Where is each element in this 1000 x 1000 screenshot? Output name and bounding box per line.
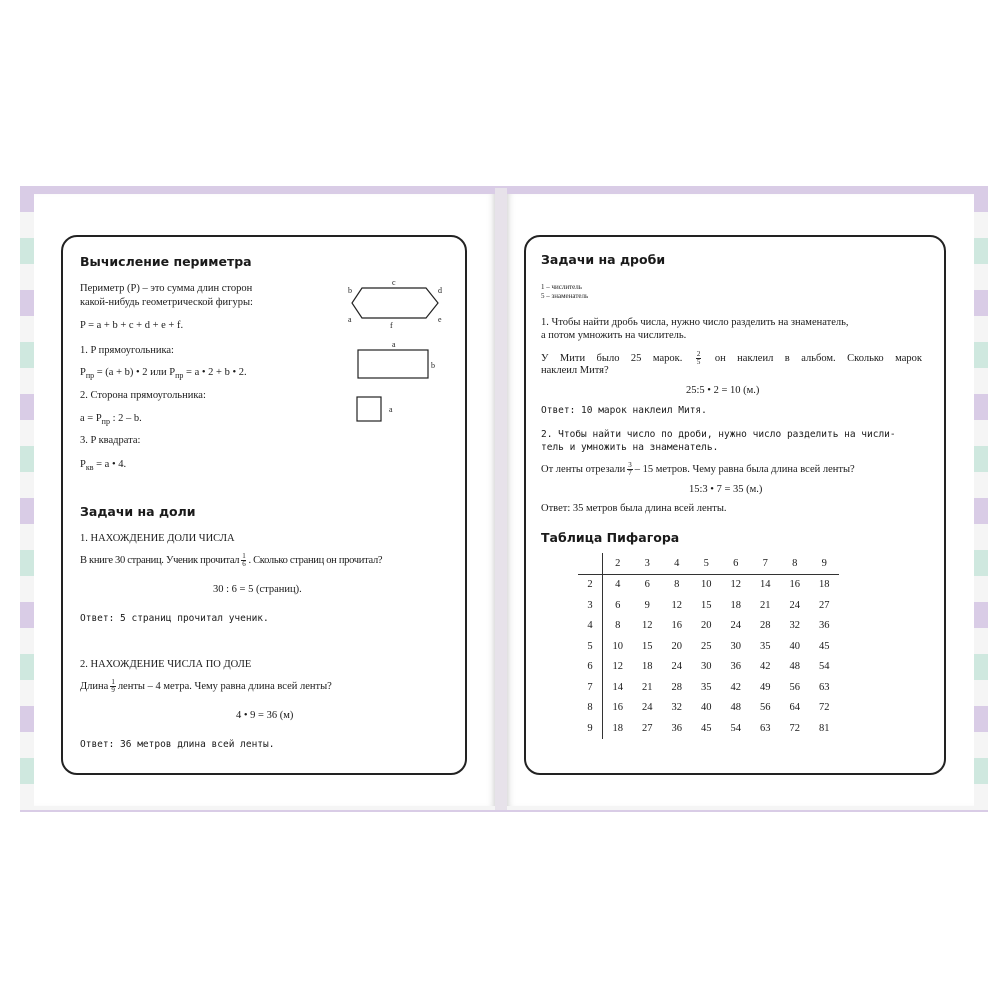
table-cell: 72 [819, 702, 830, 714]
hex-label-a: a [348, 315, 352, 324]
table-row [578, 636, 839, 657]
table-cell: 12 [730, 579, 741, 591]
table-cell: 27 [642, 722, 653, 734]
table-cell: 40 [701, 702, 712, 714]
table-row-header-cell: 5 [578, 636, 603, 657]
table-cell: 10 [701, 579, 712, 591]
table-cell: 24 [671, 661, 682, 673]
table-cell: 49 [760, 681, 771, 693]
table-cell: 14 [612, 681, 623, 693]
table-header-cell: 5 [692, 553, 722, 574]
table-cell: 40 [789, 640, 800, 652]
table-cell: 12 [671, 599, 682, 611]
table-cell: 54 [819, 661, 830, 673]
rect-label-b: b [431, 361, 435, 370]
table-cell: 56 [760, 702, 771, 714]
table-header-cell: 7 [751, 553, 781, 574]
pythagoras-title: Таблица Пифагора [541, 530, 680, 545]
shares-subtitle-1: 1. НАХОЖДЕНИЕ ДОЛИ ЧИСЛА [80, 533, 235, 544]
table-row-header-cell: 9 [578, 718, 603, 739]
shares-task-2: Длина $\frac{1}{9}$ ленты – 4 метра. Чему равна длина всей ленты? [80, 678, 332, 694]
fractions-task-2: От ленты отрезали $\frac{3}{7}$ – 15 метров. Чему равна была длина всей ленты? [541, 461, 855, 477]
table-cell: 15 [642, 640, 653, 652]
table-cell: 27 [819, 599, 830, 611]
shares-title: Задачи на доли [80, 504, 196, 519]
shares-subtitle-2: 2. НАХОЖДЕНИЕ ЧИСЛА ПО ДОЛЕ [80, 659, 252, 670]
notebook-spine [495, 188, 507, 810]
table-cell: 18 [612, 722, 623, 734]
table-cell: 35 [760, 640, 771, 652]
table-cell: 36 [819, 620, 830, 632]
perimeter-figures [340, 276, 450, 436]
table-cell: 42 [760, 661, 771, 673]
fractions-rule-2-line1: 2. Чтобы найти число по дроби, нужно число разделить на числи- [541, 429, 896, 440]
table-cell: 18 [730, 599, 741, 611]
rect-label-a: a [392, 340, 396, 349]
table-row-header-cell: 7 [578, 677, 603, 698]
table-cell: 32 [789, 620, 800, 632]
table-cell: 10 [612, 640, 623, 652]
table-cell: 30 [730, 640, 741, 652]
table-cell: 45 [701, 722, 712, 734]
table-cell: 64 [789, 702, 800, 714]
shares-calc-1: 30 : 6 = 5 (страниц). [213, 584, 302, 595]
perimeter-item-square: 3. P квадрата: [80, 435, 141, 446]
table-cell: 14 [760, 579, 771, 591]
table-cell: 56 [789, 681, 800, 693]
table-header-cell: 3 [633, 553, 663, 574]
table-cell: 36 [730, 661, 741, 673]
table-cell: 16 [789, 579, 800, 591]
hexagon-shape [352, 288, 438, 318]
table-cell: 30 [701, 661, 712, 673]
fractions-task-1-line1: У Мити было 25 марок. $\frac{2}{5}$ он наклеил в альбом. Сколько марок [541, 350, 922, 366]
hex-label-c: c [392, 278, 396, 287]
fractions-answer-1: Ответ: 10 марок наклеил Митя. [541, 405, 707, 416]
fraction-legend [541, 283, 588, 301]
table-cell: 45 [819, 640, 830, 652]
table-cell: 42 [730, 681, 741, 693]
perimeter-item-rectangle: 1. P прямоугольника: [80, 345, 174, 356]
perimeter-title: Вычисление периметра [80, 254, 252, 269]
table-cell: 12 [642, 620, 653, 632]
table-cell: 20 [671, 640, 682, 652]
table-cell: 35 [701, 681, 712, 693]
table-header-cell: 2 [603, 553, 633, 574]
perimeter-definition-line1: Периметр (P) – это сумма длин сторон [80, 283, 253, 294]
hex-label-e: e [438, 315, 442, 324]
fractions-title: Задачи на дроби [541, 252, 666, 267]
table-header-cell: 4 [662, 553, 692, 574]
table-cell: 48 [730, 702, 741, 714]
table-cell: 48 [789, 661, 800, 673]
table-cell: 15 [701, 599, 712, 611]
table-header-row [578, 553, 839, 574]
perimeter-definition-line2: какой-нибудь геометрической фигуры: [80, 297, 253, 308]
rectangle-perimeter-formula: $P_{пр} = (a + b)$ • 2 или $P_{пр} = a$ • 2 + b • 2. [80, 367, 247, 381]
table-cell: 8 [674, 579, 680, 591]
table-header-cell: 8 [780, 553, 810, 574]
perimeter-item-side: 2. Сторона прямоугольника: [80, 390, 206, 401]
table-row [578, 718, 839, 739]
table-cell: 21 [760, 599, 771, 611]
table-cell: 18 [819, 579, 830, 591]
table-row [578, 616, 839, 637]
table-cell: 36 [671, 722, 682, 734]
square-label-a: a [389, 405, 393, 414]
table-row-header-cell: 3 [578, 595, 603, 616]
table-row-header-cell: 6 [578, 657, 603, 678]
fractions-rule-1-line2: а потом умножить на числитель. [541, 330, 687, 341]
fractions-calc-2: 15:3 • 7 = 35 (м.) [689, 484, 763, 495]
fractions-task-1-line2: наклеил Митя? [541, 365, 609, 376]
fractions-rule-2-line2: тель и умножить на знаменатель. [541, 442, 719, 453]
table-row-header-cell: 4 [578, 616, 603, 637]
legend-denominator: 5 – знаменатель [541, 292, 589, 300]
table-cell: 6 [644, 579, 650, 591]
table-cell: 72 [789, 722, 800, 734]
table-cell: 28 [760, 620, 771, 632]
table-cell: 24 [789, 599, 800, 611]
table-cell: 20 [701, 620, 712, 632]
table-cell: 9 [644, 599, 650, 611]
shares-answer-2: Ответ: 36 метров длина всей ленты. [80, 739, 275, 750]
table-row [578, 657, 839, 678]
square-shape [357, 397, 381, 421]
table-cell: 18 [642, 661, 653, 673]
shares-task-1: В книге 30 страниц. Ученик прочитал $\frac{1}{6}$ . Сколько страниц он прочитал? [80, 552, 383, 568]
table-cell: 54 [730, 722, 741, 734]
table-cell: 32 [671, 702, 682, 714]
table-cell: 63 [760, 722, 771, 734]
table-cell: 28 [671, 681, 682, 693]
perimeter-formula: P = a + b + c + d + e + f. [80, 320, 184, 331]
rectangle-shape [358, 350, 428, 378]
table-row [578, 574, 839, 595]
hex-label-d: d [438, 286, 442, 295]
hex-label-b: b [348, 286, 352, 295]
table-cell: 4 [615, 579, 621, 591]
table-cell: 81 [819, 722, 830, 734]
rectangle-side-formula: $a = P_{пр}$ : 2 – b. [80, 413, 142, 427]
fractions-answer-2: Ответ: 35 метров была длина всей ленты. [541, 503, 727, 514]
table-cell: 6 [615, 599, 621, 611]
legend-numerator: 1 – числитель [541, 283, 582, 291]
table-cell: 16 [612, 702, 623, 714]
table-row [578, 595, 839, 616]
table-cell: 12 [612, 661, 623, 673]
fractions-calc-1: 25:5 • 2 = 10 (м.) [686, 385, 760, 396]
table-header-cell: 6 [721, 553, 751, 574]
pythagoras-table [578, 553, 839, 739]
table-row-header-cell: 8 [578, 698, 603, 719]
table-header-cell: 9 [810, 553, 840, 574]
table-cell: 24 [642, 702, 653, 714]
table-cell: 21 [642, 681, 653, 693]
table-row [578, 698, 839, 719]
square-perimeter-formula: $P_{кв} = a$ • 4. [80, 459, 127, 473]
table-cell: 25 [701, 640, 712, 652]
table-cell: 63 [819, 681, 830, 693]
shares-answer-1: Ответ: 5 страниц прочитал ученик. [80, 613, 269, 624]
hex-label-f: f [390, 321, 393, 330]
table-row-header-cell: 2 [578, 574, 603, 595]
table-cell: 8 [615, 620, 621, 632]
table-row [578, 677, 839, 698]
table-cell: 16 [671, 620, 682, 632]
fractions-rule-1-line1: 1. Чтобы найти дробь числа, нужно число разделить на знаменатель, [541, 317, 849, 328]
shares-calc-2: 4 • 9 = 36 (м) [236, 710, 294, 721]
table-cell: 24 [730, 620, 741, 632]
table-header-cell [578, 553, 603, 574]
